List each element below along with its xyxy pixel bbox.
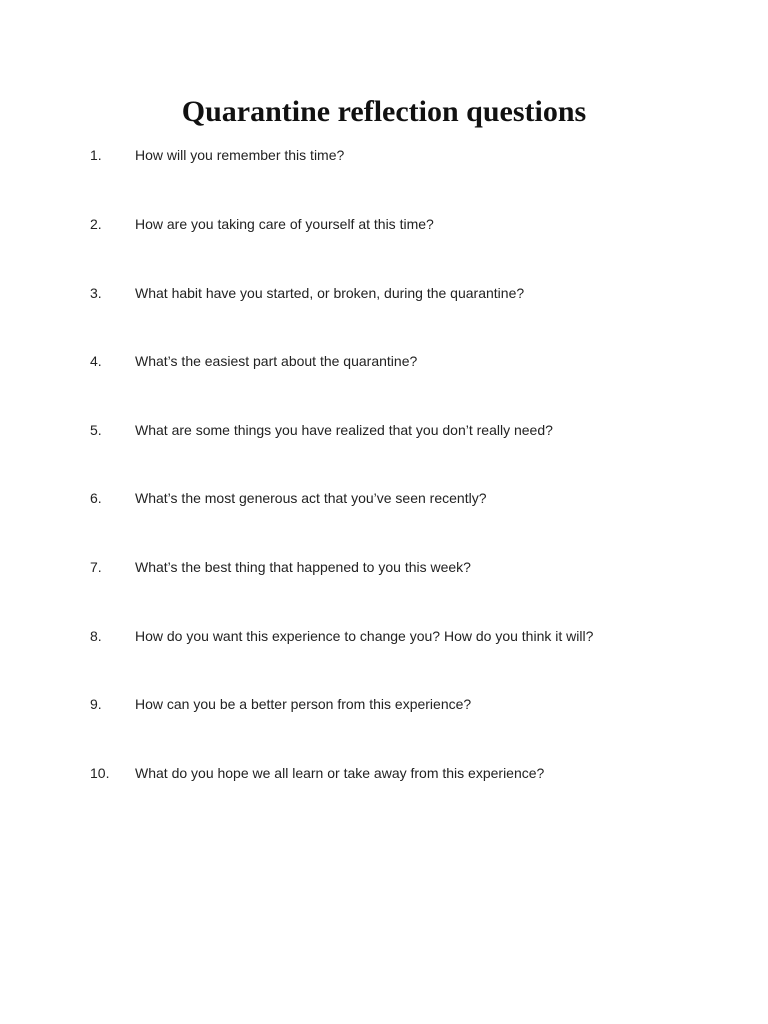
- question-item: [0, 145, 768, 165]
- question-item: [0, 488, 768, 508]
- question-number: 10.: [90, 765, 110, 781]
- question-text: How will you remember this time?: [135, 147, 345, 163]
- question-item: [0, 763, 768, 783]
- question-item: [0, 694, 768, 714]
- question-number: 3.: [90, 285, 102, 301]
- question-text: What are some things you have realized that you don’t really need?: [135, 422, 553, 438]
- question-item: [0, 351, 768, 371]
- question-number: 8.: [90, 628, 102, 644]
- question-text: What’s the best thing that happened to you this week?: [135, 559, 471, 575]
- question-item: [0, 626, 768, 646]
- question-number: 6.: [90, 490, 102, 506]
- question-item: [0, 557, 768, 577]
- question-text: What do you hope we all learn or take away from this experience?: [135, 765, 545, 781]
- question-item: [0, 420, 768, 440]
- question-item: [0, 283, 768, 303]
- question-number: 2.: [90, 216, 102, 232]
- question-text: What’s the easiest part about the quarantine?: [135, 353, 418, 369]
- question-text: How are you taking care of yourself at this time?: [135, 216, 434, 232]
- question-number: 7.: [90, 559, 102, 575]
- question-text: What’s the most generous act that you’ve seen recently?: [135, 490, 487, 506]
- question-text: How can you be a better person from this experience?: [135, 696, 472, 712]
- question-number: 1.: [90, 147, 102, 163]
- question-text: What habit have you started, or broken, during the quarantine?: [135, 285, 525, 301]
- question-number: 9.: [90, 696, 102, 712]
- question-text: How do you want this experience to change you? How do you think it will?: [135, 628, 594, 644]
- question-item: [0, 214, 768, 234]
- question-number: 4.: [90, 353, 102, 369]
- page-title: Quarantine reflection questions: [181, 95, 587, 128]
- question-number: 5.: [90, 422, 102, 438]
